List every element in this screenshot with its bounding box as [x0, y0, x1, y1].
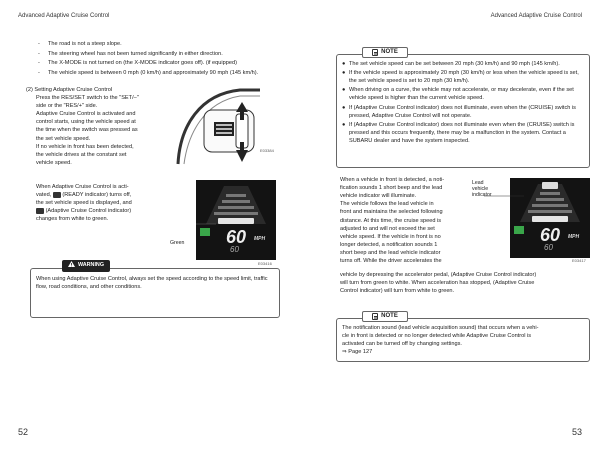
list-item: ● The set vehicle speed can be set between 20 mph (30 km/h) and 90 mph (145 km/h).	[342, 61, 560, 67]
activation-paragraph: When Adaptive Cruise Control is acti- vated, (READY indicator) turns off, the set vehicle speed is displayed, and (Adaptive Cruise Control indicator) changes from white to green.	[36, 184, 132, 223]
figure-code: E03417	[572, 258, 586, 263]
note-icon	[372, 313, 378, 320]
list-item: ● When driving on a curve, the vehicle may not accelerate, or may decelerate, even if the set vehicle speed is higher than the current vehicle speed.	[342, 87, 574, 102]
page-reference-link[interactable]: ⇒ Page 127	[342, 349, 373, 356]
list-item: ● If (Adaptive Cruise Control indicator) does not illuminate, even when the (CRUISE) switch is pressed, Adaptive Cruise Control will not operate.	[342, 104, 576, 119]
list-item: - The vehicle speed is between 0 mph (0 km/h) and approximately 90 mph (145 km/h).	[38, 69, 259, 76]
running-header: Advanced Adaptive Cruise Control	[18, 13, 110, 19]
running-header: Advanced Adaptive Cruise Control	[490, 13, 582, 19]
warning-triangle-icon	[68, 261, 75, 271]
speed-unit: MPH	[568, 234, 580, 240]
figure-label-lead-vehicle: Lead vehicle indicator	[472, 180, 492, 199]
page-number: 52	[18, 427, 29, 437]
list-item: ● If the vehicle speed is approximately 20 mph (30 km/h) or less when the vehicle speed is set, the set vehicle speed is set to 20 mph (30 km/h).	[342, 70, 579, 85]
figure-code: E03416	[258, 261, 272, 266]
leader-line	[484, 194, 524, 198]
warning-text: When using Adaptive Cruise Control, always set the speed according to the speed limit, traffic flow, road conditions, and other conditions.	[36, 276, 268, 291]
cluster-display-figure	[196, 180, 276, 260]
set-speed-readout: 60	[230, 245, 239, 254]
note-title: NOTE	[362, 311, 408, 322]
figure-label-green: Green	[170, 240, 185, 246]
warning-title: WARNING	[62, 260, 110, 272]
cluster-display-figure	[510, 178, 590, 258]
steering-switch-figure	[170, 86, 274, 168]
note-icon	[372, 49, 378, 56]
speed-readout: 60	[226, 227, 247, 247]
speed-readout: 60	[540, 225, 561, 245]
note-list	[342, 60, 586, 146]
step-paragraph: Press the RES/SET switch to the "SET/–" side or the "RES/+" side. Adaptive Cruise Control is activated and control starts, using the vehicle speed at the time when the switch was pressed as the set vehicle speed. If no vehicle in front has been detected, the vehicle drives at the constant set vehicle speed.	[36, 95, 139, 166]
list-item: ● If (Adaptive Cruise Control indicator) does not illuminate even when the (CRUISE) switch is pressed and this occurs frequently, there may be a malfunction in the system. Contact a SUBARU dealer and have the system inspected.	[342, 121, 575, 144]
list-item: - The road is not a steep slope.	[38, 41, 122, 47]
ready-indicator-icon	[53, 192, 61, 198]
condition-list	[38, 40, 293, 78]
list-item: - The X-MODE is not turned on (the X-MODE indicator goes off). (if equipped)	[38, 60, 237, 67]
page-number: 53	[571, 427, 582, 437]
adaptive-cruise-indicator-icon	[36, 208, 44, 214]
list-item: - The steering wheel has not been turned significantly in either direction.	[38, 50, 223, 57]
follow-paragraph: When a vehicle in front is detected, a noti- fication sounds 1 short beep and the lead vehicle indicator will illuminate. The vehicle follows the lead vehicle in front and maintains the selected following distance. At this time, the cruise speed is adjusted to and will not exceed the set vehicle speed. If the vehicle in front is no longer detected, a notification sounds 1 short beep and the lead vehicle indicator turns off. While the driver accelerates the	[340, 177, 445, 265]
right-page	[300, 0, 600, 450]
speed-unit: MPH	[254, 236, 266, 242]
figure-code: E03384	[260, 148, 274, 153]
section-heading: (2) Setting Adaptive Cruise Control	[26, 87, 113, 93]
set-speed-readout: 60	[544, 243, 553, 252]
note-text: The notification sound (lead vehicle acquisition sound) that occurs when a vehi- cle in front is detected or no longer detected while Adaptive Cruise Control is activated can be turned off by changing settings. ⇒ Page 127	[342, 324, 586, 356]
accelerate-paragraph: vehicle by depressing the accelerator pedal, (Adaptive Cruise Control indicator) will turn from green to white. When acceleration has stopped, (Adaptive Cruise Control indicator) will turn from white to green.	[340, 272, 537, 295]
note-title: NOTE	[362, 47, 408, 58]
